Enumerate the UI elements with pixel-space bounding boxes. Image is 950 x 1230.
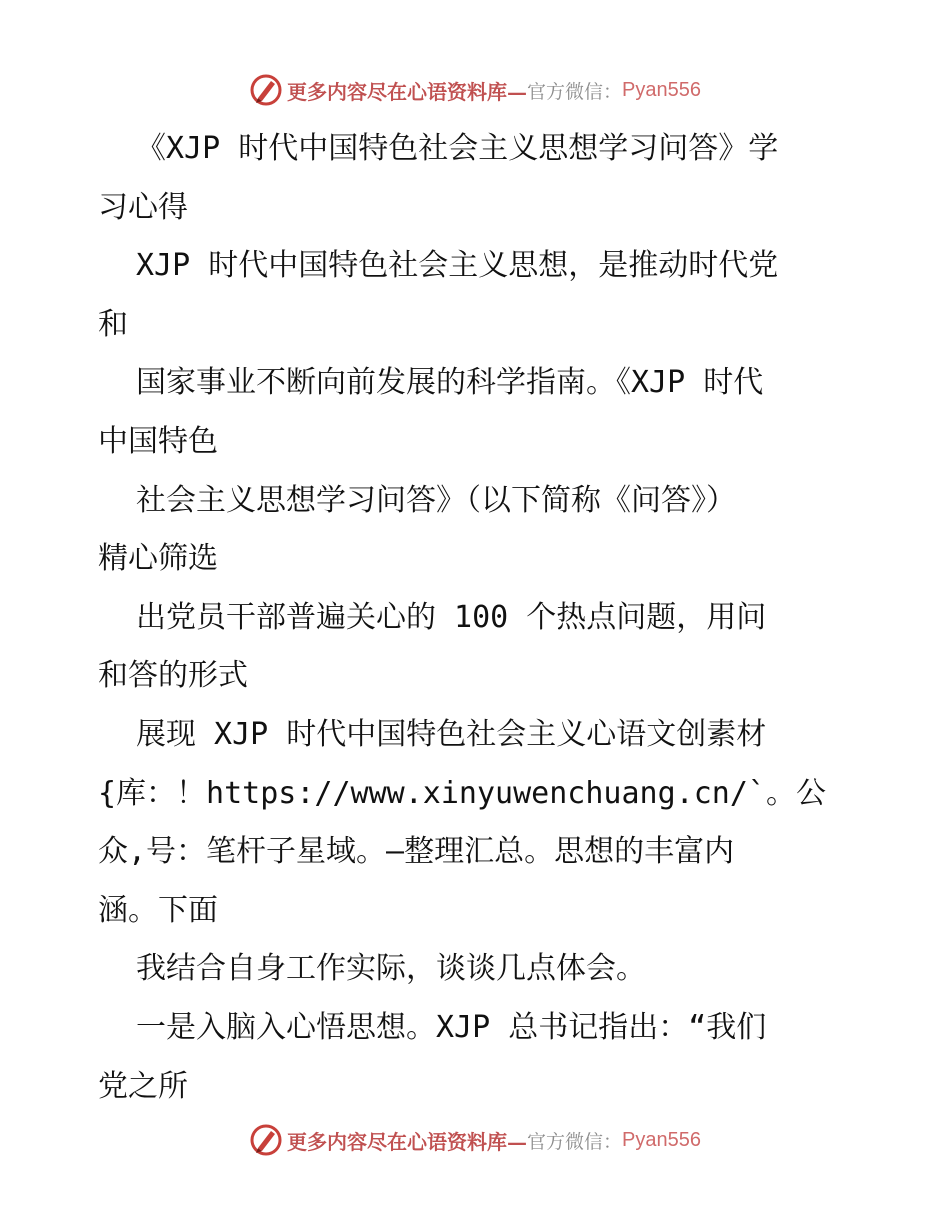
body-line-11: 展现 XJP 时代中国特色社会主义心语文创素材	[136, 716, 767, 752]
header-banner	[0, 70, 950, 110]
footer-banner-text: 更多内容尽在心语资料库—	[287, 1129, 527, 1154]
header-wechat-label: 官方微信：	[527, 80, 623, 103]
body-line-17: 党之所	[98, 1068, 188, 1104]
document-body	[98, 120, 856, 1116]
body-line-5: 国家事业不断向前发展的科学指南。《XJP 时代	[136, 365, 764, 401]
footer-wechat-id: Pyan556	[622, 1128, 701, 1151]
body-line-10: 和答的形式	[98, 658, 248, 694]
body-line-6: 中国特色	[98, 423, 218, 459]
body-line-13: 众,号：笔杆子星域。—整理汇总。思想的丰富内	[98, 834, 735, 870]
footer-banner	[0, 1120, 950, 1160]
body-line-15: 我结合自身工作实际，谈谈几点体会。	[136, 951, 646, 987]
footer-wechat-label: 官方微信：	[527, 1130, 623, 1153]
body-line-2: 习心得	[98, 189, 188, 225]
body-line-8: 精心筛选	[98, 541, 218, 577]
header-banner-text: 更多内容尽在心语资料库—	[287, 79, 527, 104]
pen-logo-icon	[249, 1123, 283, 1157]
body-line-12: {库：！https://www.xinyuwenchuang.cn/`。公	[98, 775, 826, 811]
header-wechat-id: Pyan556	[622, 78, 701, 101]
body-line-9: 出党员干部普遍关心的 100 个热点问题，用问	[136, 599, 767, 635]
body-line-3: XJP 时代中国特色社会主义思想，是推动时代党	[136, 248, 779, 284]
body-line-7: 社会主义思想学习问答》（以下简称《问答》）	[136, 482, 736, 518]
body-line-1: 《XJP 时代中国特色社会主义思想学习问答》学	[136, 131, 779, 166]
pen-logo-icon	[249, 73, 283, 107]
body-line-4: 和	[98, 306, 128, 342]
body-line-14: 涵。下面	[98, 892, 218, 928]
body-line-16: 一是入脑入心悟思想。XJP 总书记指出：“我们	[136, 1009, 767, 1045]
